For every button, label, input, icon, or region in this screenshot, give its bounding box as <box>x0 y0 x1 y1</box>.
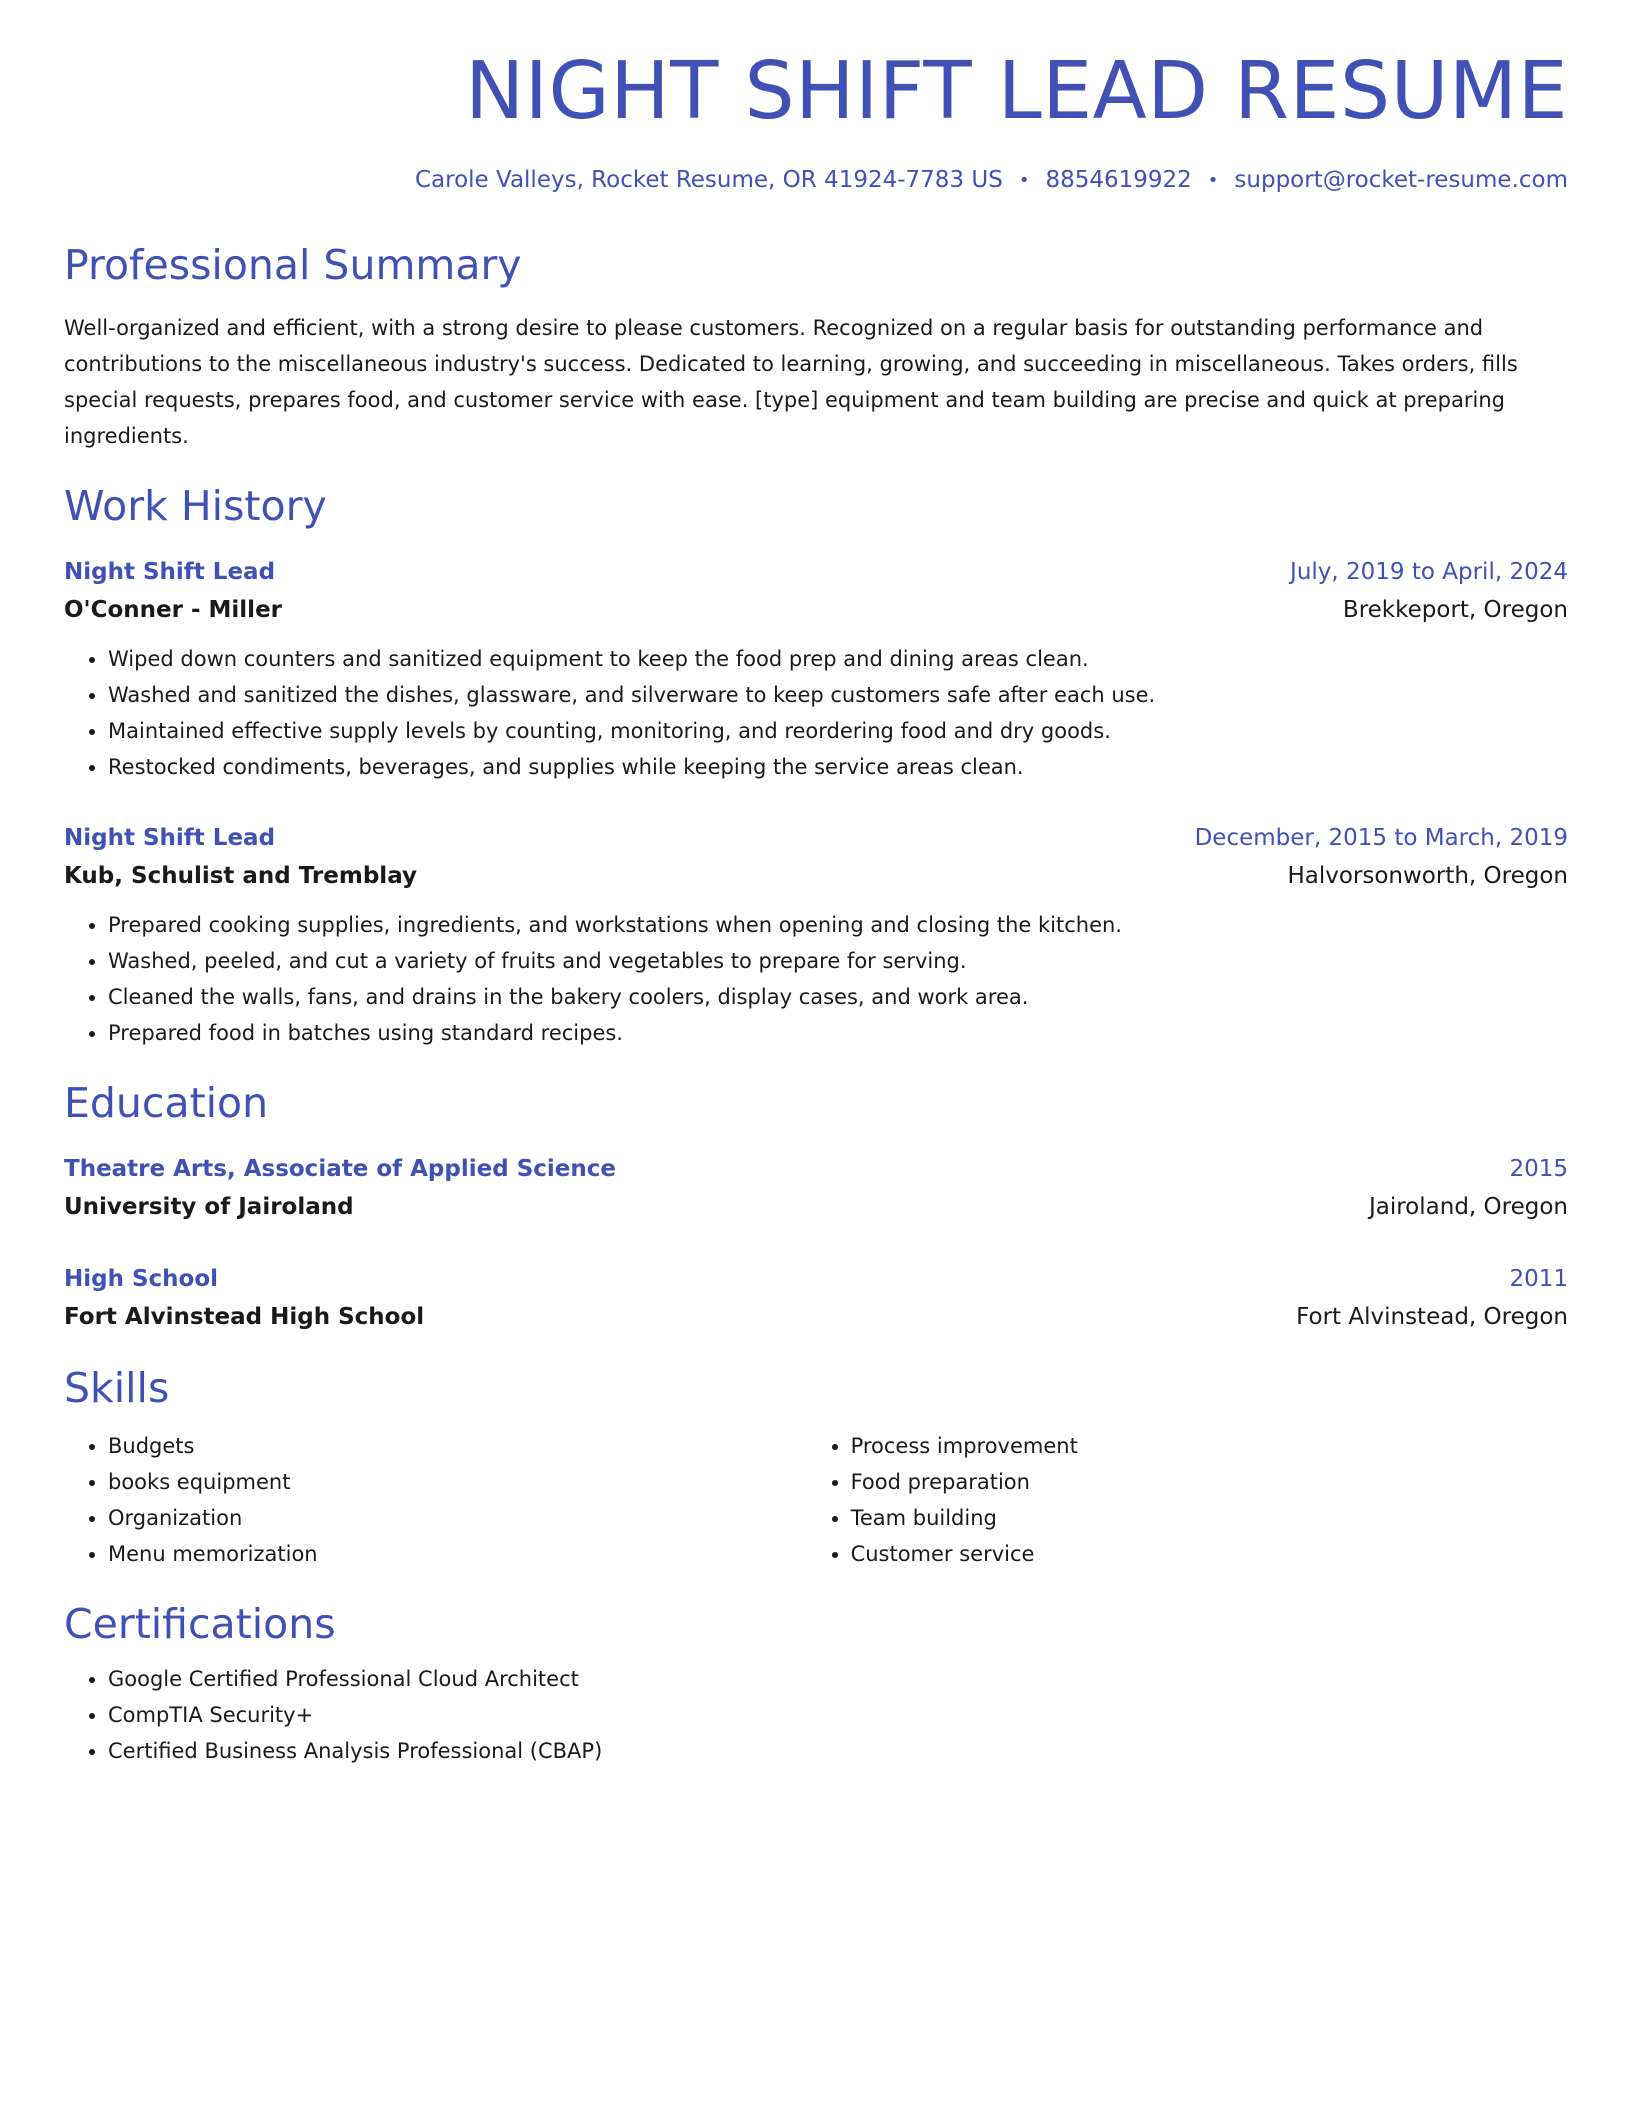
contact-line <box>64 167 1568 193</box>
certification-item: • Google Certified Professional Cloud Architect <box>108 1661 1568 1697</box>
certifications-heading: Certifications <box>64 1599 336 1648</box>
resume-title: NIGHT SHIFT LEAD RESUME <box>465 45 1568 137</box>
job-bullets <box>64 907 1568 1051</box>
job-entry <box>64 819 1568 1051</box>
job-bullet: • Washed, peeled, and cut a variety of fruits and vegetables to prepare for serving. <box>108 943 1568 979</box>
job-bullets <box>64 641 1568 785</box>
education-year: 2011 <box>1509 1266 1568 1293</box>
contact-separator: • <box>1018 169 1030 191</box>
skill-item: • Team building <box>851 1500 1568 1536</box>
certifications-list <box>64 1661 1568 1769</box>
job-title: Night Shift Lead <box>64 825 276 852</box>
education-section <box>64 1079 1568 1336</box>
work-history-section <box>64 482 1568 1051</box>
skills-section <box>64 1364 1568 1571</box>
education-entry <box>64 1150 1568 1226</box>
education-year: 2015 <box>1509 1156 1568 1183</box>
education-location: Fort Alvinstead, Oregon <box>1296 1304 1568 1331</box>
job-bullet: • Cleaned the walls, fans, and drains in the bakery coolers, display cases, and work area. <box>108 979 1568 1015</box>
education-entry <box>64 1260 1568 1336</box>
summary-text: Well-organized and efficient, with a strong desire to please customers. Recognized on a regular basis for outstanding performance and contributions to the miscellaneous industry's success. Dedicated to learning, growing, and succeeding in miscellaneous. Takes orders, fills special requests, prepares food, and customer service with ease. [type] equipment and team building are precise and quick at preparing ingredients. <box>64 316 1518 449</box>
skill-item: • Process improvement <box>851 1428 1568 1464</box>
job-bullet: • Washed and sanitized the dishes, glassware, and silverware to keep customers safe after each use. <box>108 677 1568 713</box>
job-title: Night Shift Lead <box>64 559 276 586</box>
skill-item: • Menu memorization <box>108 1536 807 1572</box>
job-location: Halvorsonworth, Oregon <box>1287 863 1568 890</box>
education-school: Fort Alvinstead High School <box>64 1304 425 1331</box>
summary-heading: Professional Summary <box>64 240 522 289</box>
education-school: University of Jairoland <box>64 1194 354 1221</box>
job-dates: December, 2015 to March, 2019 <box>1194 825 1568 852</box>
job-bullet: • Maintained effective supply levels by counting, monitoring, and reordering food and dry goods. <box>108 713 1568 749</box>
skills-column-left <box>64 1428 807 1572</box>
job-bullet: • Restocked condiments, beverages, and supplies while keeping the service areas clean. <box>108 749 1568 785</box>
skill-item: • Budgets <box>108 1428 807 1464</box>
skill-item: • Food preparation <box>851 1464 1568 1500</box>
contact-phone: 8854619922 <box>1045 166 1192 193</box>
skills-grid <box>64 1428 1568 1572</box>
job-bullet: • Wiped down counters and sanitized equipment to keep the food prep and dining areas clean. <box>108 641 1568 677</box>
skill-item: • books equipment <box>108 1464 807 1500</box>
certifications-section <box>64 1600 1568 1769</box>
certification-item: • CompTIA Security+ <box>108 1697 1568 1733</box>
contact-email: support@rocket-resume.com <box>1234 166 1568 193</box>
contact-separator: • <box>1207 169 1219 191</box>
skill-item: • Customer service <box>851 1536 1568 1572</box>
education-degree: Theatre Arts, Associate of Applied Science <box>64 1156 616 1183</box>
education-degree: High School <box>64 1266 219 1293</box>
job-bullet: • Prepared food in batches using standard recipes. <box>108 1015 1568 1051</box>
job-bullet: • Prepared cooking supplies, ingredients, and workstations when opening and closing the kitchen. <box>108 907 1568 943</box>
job-company: O'Conner - Miller <box>64 597 283 624</box>
job-location: Brekkeport, Oregon <box>1342 597 1568 624</box>
job-dates: July, 2019 to April, 2024 <box>1290 559 1568 586</box>
job-entry <box>64 553 1568 785</box>
job-company: Kub, Schulist and Tremblay <box>64 863 417 890</box>
education-heading: Education <box>64 1079 269 1128</box>
contact-address: Carole Valleys, Rocket Resume, OR 41924-7783 US <box>414 166 1003 193</box>
skills-column-right <box>807 1428 1568 1572</box>
education-location: Jairoland, Oregon <box>1368 1194 1568 1221</box>
skills-heading: Skills <box>64 1364 170 1413</box>
certification-item: • Certified Business Analysis Professional (CBAP) <box>108 1733 1568 1769</box>
work-history-heading: Work History <box>64 482 327 531</box>
skill-item: • Organization <box>108 1500 807 1536</box>
